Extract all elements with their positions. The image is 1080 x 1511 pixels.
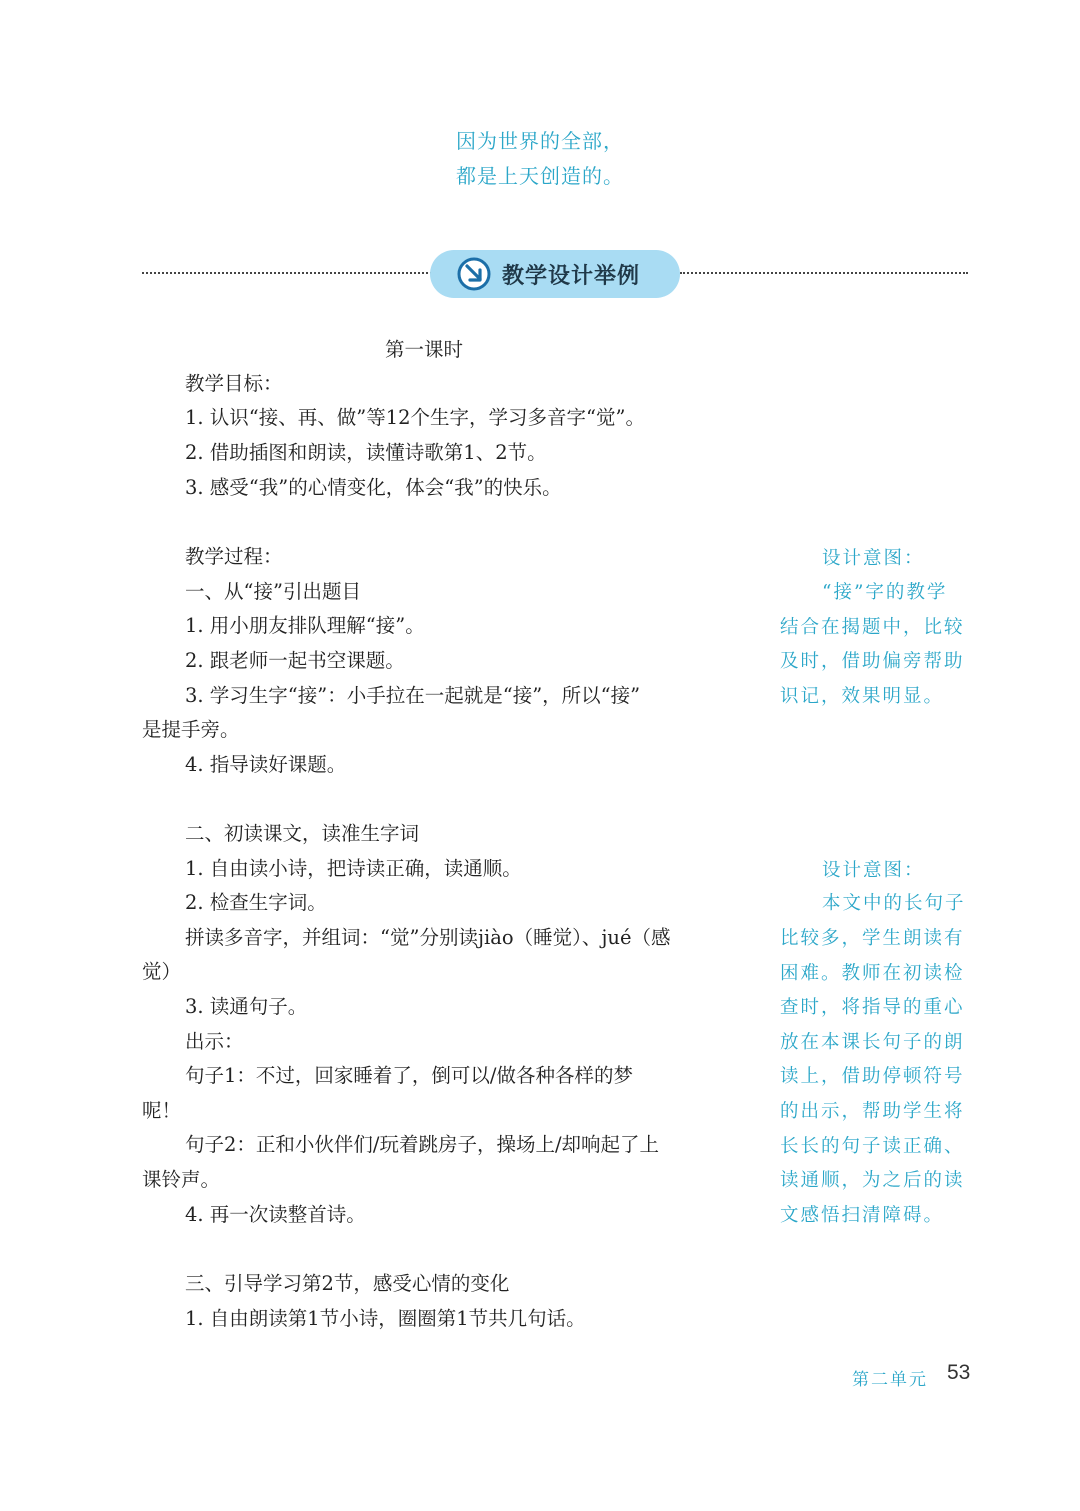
- goal-item-1: 1. 认识“接、再、做”等12个生字，学习多音字“觉”。: [185, 406, 645, 429]
- design-note-2-line: 读上，借助停顿符号: [780, 1066, 965, 1087]
- design-note-2-line: 的出示，帮助学生将: [780, 1101, 965, 1122]
- part2-item-2: 2. 检查生字词。: [185, 891, 327, 914]
- design-note-2-heading: 设计意图：: [822, 860, 925, 881]
- arrow-circle-icon: [456, 256, 492, 292]
- design-note-1-line: 结合在揭题中，比较: [780, 617, 965, 638]
- poem-line-1: 因为世界的全部，: [456, 129, 624, 153]
- design-note-2-line: 困难。教师在初读检: [780, 963, 965, 984]
- dotted-divider-left: [142, 272, 432, 274]
- design-note-2-line: 文感悟扫清障碍。: [780, 1205, 945, 1226]
- part1-item-3-cont: 是提手旁。: [142, 718, 240, 741]
- design-note-1-line: “接”字的教学: [822, 582, 948, 603]
- sentence-1-cont: 呢！: [142, 1099, 182, 1122]
- part2-item-4: 4. 再一次读整首诗。: [185, 1203, 366, 1226]
- part1-item-2: 2. 跟老师一起书空课题。: [185, 649, 405, 672]
- sentence-2: 句子2：正和小伙伴们/玩着跳房子，操场上/却响起了上: [185, 1133, 660, 1156]
- part1-item-1: 1. 用小朋友排队理解“接”。: [185, 614, 425, 637]
- footer-unit-label: 第二单元: [852, 1370, 928, 1390]
- sentence-1: 句子1：不过，回家睡着了，倒可以/做各种各样的梦: [185, 1064, 633, 1087]
- part2-item-3: 3. 读通句子。: [185, 995, 308, 1018]
- sentence-2-cont: 课铃声。: [142, 1168, 221, 1191]
- process-heading: 教学过程：: [185, 545, 283, 568]
- dotted-divider-right: [680, 272, 968, 274]
- section-title: 教学设计举例: [502, 263, 641, 289]
- design-note-2-line: 查时，将指导的重心: [780, 997, 965, 1018]
- part2-title: 二、初读课文，读准生字词: [185, 822, 420, 845]
- part1-item-4: 4. 指导读好课题。: [185, 753, 347, 776]
- design-note-1-line: 及时，借助偏旁帮助: [780, 651, 965, 672]
- part2-pinyin-cont: 觉）: [142, 960, 182, 983]
- part2-item-1: 1. 自由读小诗，把诗读正确，读通顺。: [185, 857, 522, 880]
- section-header: [140, 250, 970, 298]
- design-note-1-heading: 设计意图：: [822, 548, 925, 569]
- part2-pinyin: 拼读多音字，并组词：“觉”分别读jiào（睡觉）、jué（感: [185, 926, 671, 949]
- goals-heading: 教学目标：: [185, 372, 283, 395]
- design-note-1-line: 识记，效果明显。: [780, 686, 945, 707]
- part1-item-3: 3. 学习生字“接”：小手拉在一起就是“接”，所以“接”: [185, 684, 641, 707]
- page-number: 53: [947, 1361, 971, 1384]
- poem-excerpt: [0, 124, 1080, 194]
- design-note-2-line: 比较多，学生朗读有: [780, 928, 965, 949]
- design-note-2-line: 读通顺，为之后的读: [780, 1170, 965, 1191]
- poem-line-2: 都是上天创造的。: [456, 164, 624, 188]
- part2-show: 出示：: [185, 1030, 244, 1053]
- goal-item-2: 2. 借助插图和朗读，读懂诗歌第1、2节。: [185, 441, 547, 464]
- lesson-title: 第一课时: [385, 338, 464, 361]
- part3-title: 三、引导学习第2节，感受心情的变化: [185, 1272, 510, 1295]
- part1-title: 一、从“接”引出题目: [185, 580, 361, 603]
- design-note-2-line: 本文中的长句子: [822, 893, 966, 914]
- part3-item-1: 1. 自由朗读第1节小诗，圈圈第1节共几句话。: [185, 1307, 586, 1330]
- design-note-2-line: 放在本课长句子的朗: [780, 1032, 965, 1053]
- section-title-pill: [430, 250, 680, 298]
- design-note-2-line: 长长的句子读正确、: [780, 1136, 965, 1157]
- goal-item-3: 3. 感受“我”的心情变化，体会“我”的快乐。: [185, 476, 562, 499]
